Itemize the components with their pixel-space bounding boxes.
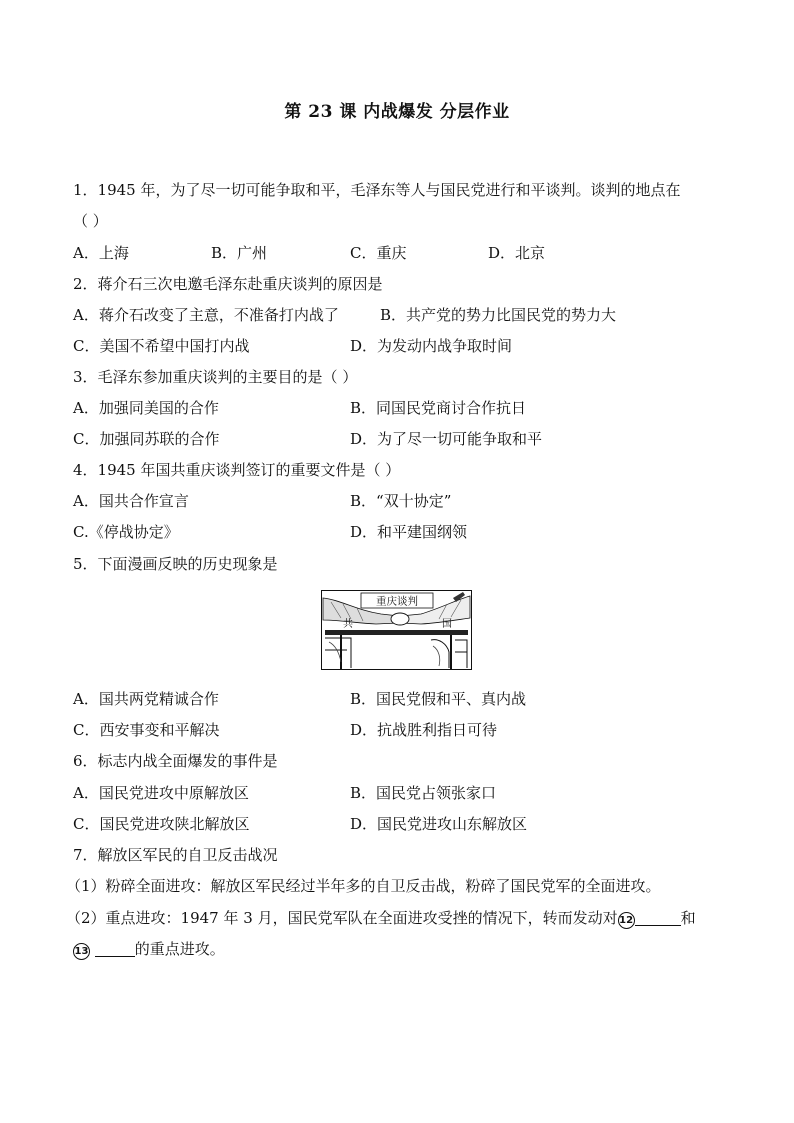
q6-option-d[interactable]: D．国民党进攻山东解放区 <box>350 815 528 833</box>
q3-option-a[interactable]: A．加强同美国的合作 <box>73 399 219 417</box>
q5-option-d[interactable]: D．抗战胜利指日可待 <box>350 721 498 739</box>
circled-number-13: 13 <box>73 943 90 960</box>
q7-and: 和 <box>680 909 696 927</box>
q3-option-c[interactable]: C．加强同苏联的合作 <box>73 430 220 448</box>
q2-option-c[interactable]: C．美国不希望中国打内战 <box>73 337 250 355</box>
question-3-text: 3．毛泽东参加重庆谈判的主要目的是（ ） <box>73 368 358 386</box>
circled-number-12: 12 <box>618 912 635 929</box>
page-title: 第 23 课 内战爆发 分层作业 <box>284 102 510 122</box>
q7-part2-text: （2）重点进攻：1947 年 3 月，国民党军队在全面进攻受挫的情况下，转而发动对 <box>66 909 618 927</box>
question-6-text: 6．标志内战全面爆发的事件是 <box>73 752 278 770</box>
q2-option-d[interactable]: D．为发动内战争取时间 <box>350 337 513 355</box>
q2-option-a[interactable]: A．蒋介石改变了主意，不准备打内战了 <box>73 306 339 324</box>
q6-option-b[interactable]: B．国民党占领张家口 <box>350 784 497 802</box>
q2-option-b[interactable]: B．共产党的势力比国民党的势力大 <box>380 306 617 324</box>
q4-option-c[interactable]: C.《停战协定》 <box>73 523 179 541</box>
cartoon-right-label: 国 <box>442 619 452 630</box>
question-5-text: 5．下面漫画反映的历史现象是 <box>73 555 278 573</box>
q5-option-a[interactable]: A．国共两党精诚合作 <box>73 690 219 708</box>
q4-option-a[interactable]: A．国共合作宣言 <box>73 492 189 510</box>
q4-option-b[interactable]: B．“双十协定” <box>350 492 452 510</box>
cartoon-left-label: 共 <box>343 619 353 630</box>
question-7-part-2-line2 <box>73 939 225 960</box>
q4-option-d[interactable]: D．和平建国纲领 <box>350 523 468 541</box>
answer-blank-12[interactable] <box>635 909 681 926</box>
question-1-bracket: （ ） <box>73 212 108 230</box>
q1-option-d[interactable]: D．北京 <box>488 244 546 262</box>
chongqing-negotiation-cartoon <box>321 590 472 670</box>
q3-option-b[interactable]: B．同国民党商讨合作抗日 <box>350 399 527 417</box>
cartoon-banner-text: 重庆谈判 <box>376 595 418 608</box>
q7-part2-end: 的重点进攻。 <box>134 940 225 958</box>
answer-blank-13[interactable] <box>95 940 135 957</box>
q5-option-b[interactable]: B．国民党假和平、真内战 <box>350 690 527 708</box>
question-2-text: 2．蒋介石三次电邀毛泽东赴重庆谈判的原因是 <box>73 275 383 293</box>
question-7-text: 7．解放区军民的自卫反击战况 <box>73 846 278 864</box>
q3-option-d[interactable]: D．为了尽一切可能争取和平 <box>350 430 543 448</box>
q1-option-a[interactable]: A．上海 <box>73 244 129 262</box>
question-7-part-1: （1）粉碎全面进攻：解放区军民经过半年多的自卫反击战，粉碎了国民党军的全面进攻。 <box>66 877 661 895</box>
question-4-text: 4．1945 年国共重庆谈判签订的重要文件是（ ） <box>73 461 401 479</box>
question-7-part-2-line1 <box>66 908 696 929</box>
q1-option-b[interactable]: B．广州 <box>211 244 268 262</box>
q6-option-c[interactable]: C．国民党进攻陕北解放区 <box>73 815 250 833</box>
q1-option-c[interactable]: C．重庆 <box>350 244 407 262</box>
q6-option-a[interactable]: A．国民党进攻中原解放区 <box>73 784 249 802</box>
question-1-text: 1．1945 年，为了尽一切可能争取和平，毛泽东等人与国民党进行和平谈判。谈判的地点在 <box>73 181 681 199</box>
q5-option-c[interactable]: C．西安事变和平解决 <box>73 721 220 739</box>
